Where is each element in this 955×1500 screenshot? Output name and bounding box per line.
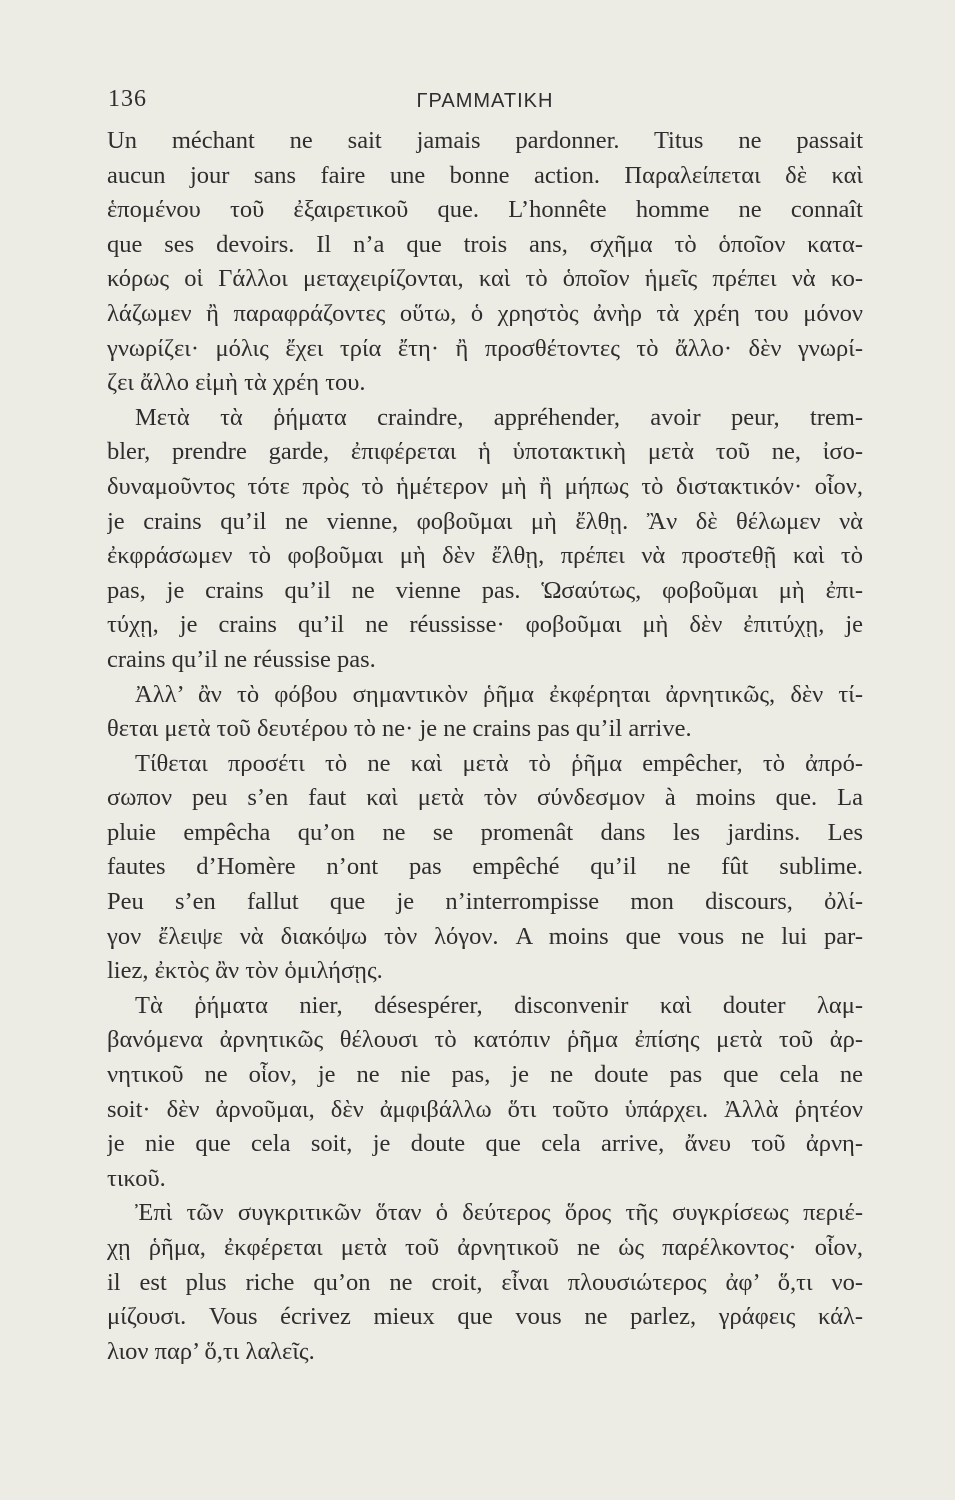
text-line: aucun jour sans faire une bonne action. Παραλείπεται δὲ καὶ <box>107 161 863 189</box>
text-line: λάζωμεν ἢ παραφράζοντες οὕτω, ὁ χρηστὸς ἀνὴρ τὰ χρέη του μόνον <box>107 299 863 327</box>
text-line: soit· δὲν ἀρνοῦμαι, δὲν ἀμφιβάλλω ὅτι τοῦτο ὑπάρχει. Ἀλλὰ ῥητέον <box>107 1095 863 1123</box>
text-line: crains qu’il ne réussise pas. <box>107 645 376 673</box>
text-line: γον ἔλειψε νὰ διακόψω τὸν λόγον. A moins que vous ne lui par- <box>107 922 863 950</box>
text-line: δυναμοῦντος τότε πρὸς τὸ ἡμέτερον μὴ ἢ μήπως τὸ διστακτικόν· οἷον, <box>107 472 863 500</box>
text-line: βανόμενα ἀρνητικῶς θέλουσι τὸ κατόπιν ῥῆμα ἐπίσης μετὰ τοῦ ἀρ- <box>107 1026 863 1054</box>
text-line: γνωρίζει· μόλις ἔχει τρία ἔτη· ἢ προσθέτοντες τὸ ἄλλο· δὲν γνωρί- <box>107 334 863 362</box>
text-line: Μετὰ τὰ ῥήματα craindre, appréhender, avoir peur, trem- <box>135 403 863 431</box>
text-line: liez, ἐκτὸς ἂν τὸν ὁμιλήσῃς. <box>107 957 383 985</box>
text-line: μίζουσι. Vous écrivez mieux que vous ne parlez, γράφεις κάλ- <box>107 1303 863 1331</box>
text-line: Un méchant ne sait jamais pardonner. Titus ne passait <box>107 127 863 154</box>
text-line: je nie que cela soit, je doute que cela arrive, ἄνευ τοῦ ἀρνη- <box>107 1130 863 1158</box>
text-line: Τὰ ῥήματα nier, désespérer, disconvenir καὶ douter λαμ- <box>135 991 863 1019</box>
text-line: τύχῃ, je crains qu’il ne réussisse· φοβοῦμαι μὴ δὲν ἐπιτύχῃ, je <box>107 611 863 639</box>
text-line: χῃ ῥῆμα, ἐκφέρεται μετὰ τοῦ ἀρνητικοῦ ne ὡς παρέλκοντος· οἷον, <box>107 1234 863 1261</box>
text-line: il est plus riche qu’on ne croit, εἶναι πλουσιώτερος ἀφ’ ὅ,τι νο- <box>107 1268 863 1296</box>
page-number: 136 <box>108 86 147 112</box>
text-line: θεται μετὰ τοῦ δευτέρου τὸ ne· je ne crains pas qu’il arrive. <box>107 715 692 743</box>
text-line: σωπον peu s’en faut καὶ μετὰ τὸν σύνδεσμον à moins que. La <box>107 784 863 812</box>
text-line: bler, prendre garde, ἐπιφέρεται ἡ ὑποτακτικὴ μετὰ τοῦ ne, ἰσο- <box>107 438 863 466</box>
text-line: Ἀλλ’ ἂν τὸ φόβου σημαντικὸν ῥῆμα ἐκφέρηται ἀρνητικῶς, δὲν τί- <box>135 680 863 708</box>
text-line: νητικοῦ ne οἷον, je ne nie pas, je ne doute pas que cela ne <box>107 1061 863 1089</box>
page-header <box>108 80 862 120</box>
text-line: je crains qu’il ne vienne, φοβοῦμαι μὴ ἔλθῃ. Ἂν δὲ θέλωμεν νὰ <box>107 507 863 535</box>
text-line: κόρως οἱ Γάλλοι μεταχειρίζονται, καὶ τὸ ὁποῖον ἡμεῖς πρέπει νὰ κο- <box>107 265 863 293</box>
body-text <box>107 124 863 1369</box>
text-line: pluie empêcha qu’on ne se promenât dans les jardins. Les <box>107 818 863 846</box>
text-line: ζει ἄλλο εἰμὴ τὰ χρέη του. <box>107 369 366 397</box>
text-line: τικοῦ. <box>107 1164 166 1192</box>
text-line: Τίθεται προσέτι τὸ ne καὶ μετὰ τὸ ῥῆμα empêcher, τὸ ἀπρό- <box>135 749 863 777</box>
text-line: Ἐπὶ τῶν συγκριτικῶν ὅταν ὁ δεύτερος ὅρος τῆς συγκρίσεως περιέ- <box>135 1199 863 1227</box>
text-line: ἑπομένου τοῦ ἐξαιρετικοῦ que. L’honnête homme ne connaît <box>107 196 863 224</box>
text-line: Peu s’en fallut que je n’interrompisse mon discours, ὀλί- <box>107 888 863 916</box>
text-line: fautes d’Homère n’ont pas empêché qu’il ne fût sublime. <box>107 853 863 881</box>
text-line: λιον παρ’ ὅ,τι λαλεῖς. <box>107 1337 315 1365</box>
text-line: pas, je crains qu’il ne vienne pas. Ὡσαύτως, φοβοῦμαι μὴ ἐπι- <box>107 576 863 604</box>
text-line: que ses devoirs. Il n’a que trois ans, σχῆμα τὸ ὁποῖον κατα- <box>107 230 863 258</box>
text-line: ἐκφράσωμεν τὸ φοβοῦμαι μὴ δὲν ἔλθῃ, πρέπει νὰ προστεθῇ καὶ τὸ <box>107 542 863 570</box>
running-title: ΓΡΑΜΜΑΤΙΚΗ <box>416 90 554 112</box>
